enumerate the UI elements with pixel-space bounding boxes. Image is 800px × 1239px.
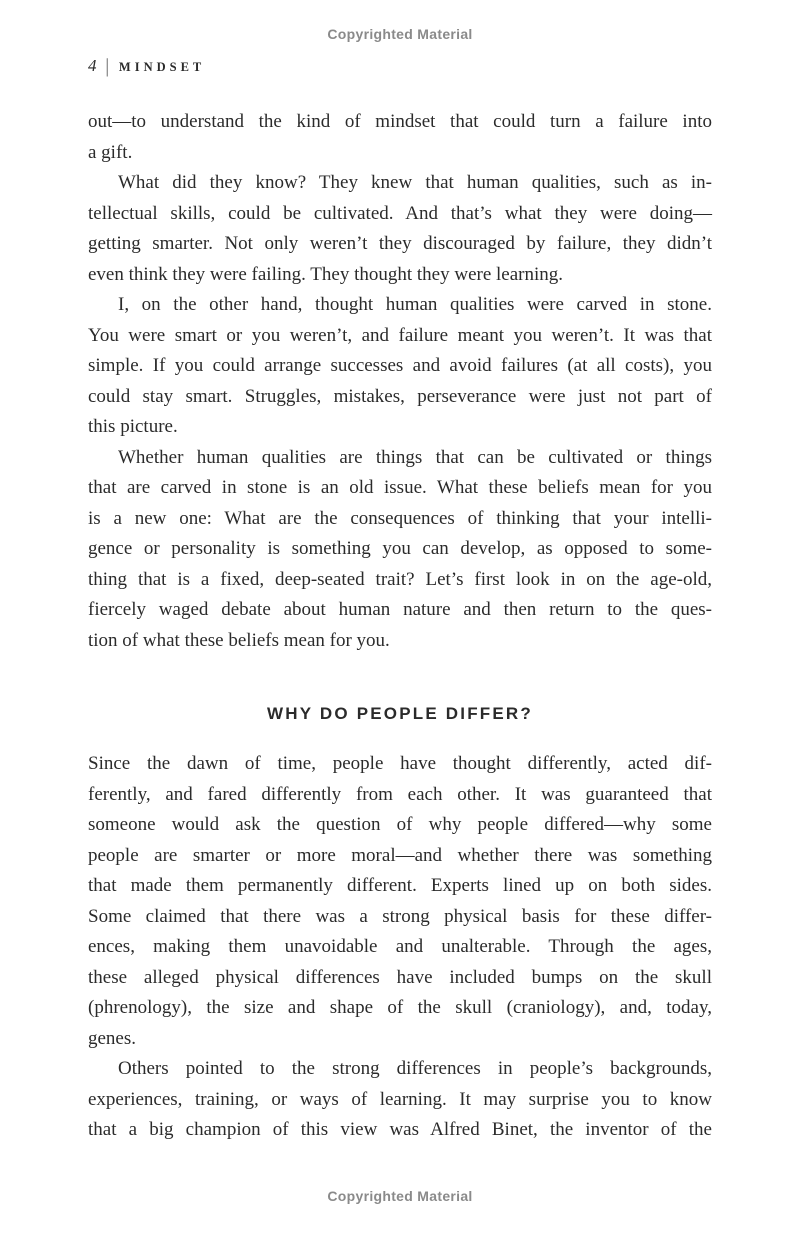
header-separator: | (105, 54, 109, 77)
text-line: that made them permanently different. Experts lined up on both sides. (88, 875, 712, 896)
text-line: that a big champion of this view was Alfred Binet, the inventor of the (88, 1119, 712, 1140)
text-line: these alleged physical differences have included bumps on the skull (88, 966, 712, 988)
text-line: tion of what these beliefs mean for you. (88, 629, 390, 651)
paragraph (88, 749, 712, 1054)
text-line: genes. (88, 1027, 137, 1049)
paragraph (88, 107, 712, 168)
text-line: I, on the other hand, thought human qualities were carved in stone. (118, 294, 712, 315)
text-line: someone would ask the question of why people differed—why some (88, 814, 712, 835)
text-line: You were smart or you weren’t, and failure meant you weren’t. It was that (88, 324, 712, 346)
text-line: that are carved in stone is an old issue. What these beliefs mean for you (88, 477, 712, 498)
text-line: ences, making them unavoidable and unalterable. Through the ages, (88, 936, 712, 957)
section-heading: WHY DO PEOPLE DIFFER? (267, 704, 533, 723)
text-line: tellectual skills, could be cultivated. And that’s what they were doing— (88, 202, 712, 224)
paragraph (88, 168, 712, 290)
paragraph (88, 290, 712, 443)
text-line: getting smarter. Not only weren’t they discouraged by failure, they didn’t (88, 233, 712, 254)
text-line: out—to understand the kind of mindset that could turn a failure into (88, 111, 712, 132)
text-line: this picture. (88, 416, 178, 437)
text-line: Since the dawn of time, people have thought differently, acted dif- (88, 753, 712, 774)
text-line: Others pointed to the strong differences in people’s backgrounds, (118, 1058, 712, 1079)
book-title: MINDSET (118, 60, 206, 74)
text-line: could stay smart. Struggles, mistakes, perseverance were just not part of (88, 385, 712, 407)
paragraph (88, 443, 712, 657)
text-line: gence or personality is something you can develop, as opposed to some- (88, 538, 712, 559)
text-line: Some claimed that there was a strong physical basis for these differ- (88, 905, 712, 927)
paragraph (88, 1054, 712, 1146)
text-line: people are smarter or more moral—and whether there was something (88, 844, 712, 866)
text-line: experiences, training, or ways of learning. It may surprise you to know (88, 1088, 712, 1110)
text-line: even think they were failing. They thought they were learning. (88, 263, 564, 285)
copyright-notice-bottom: Copyrighted Material (327, 1188, 473, 1204)
running-header (88, 56, 800, 76)
text-line: is a new one: What are the consequences of thinking that your intelli- (88, 507, 712, 529)
text-line: fiercely waged debate about human nature and then return to the ques- (88, 599, 712, 620)
text-line: Whether human qualities are things that can be cultivated or things (118, 446, 712, 468)
page-body (88, 107, 712, 1146)
copyright-notice-top: Copyrighted Material (327, 26, 473, 42)
text-line: thing that is a fixed, deep-seated trait? Let’s first look in on the age-old, (88, 568, 712, 590)
text-line: (phrenology), the size and shape of the skull (craniology), and, today, (88, 997, 712, 1018)
page-number: 4 (88, 56, 97, 75)
text-line: What did they know? They knew that human qualities, such as in- (118, 172, 712, 193)
text-line: simple. If you could arrange successes and avoid failures (at all costs), you (88, 355, 712, 376)
text-line: ferently, and fared differently from each other. It was guaranteed that (88, 783, 712, 805)
text-line: a gift. (88, 141, 133, 163)
